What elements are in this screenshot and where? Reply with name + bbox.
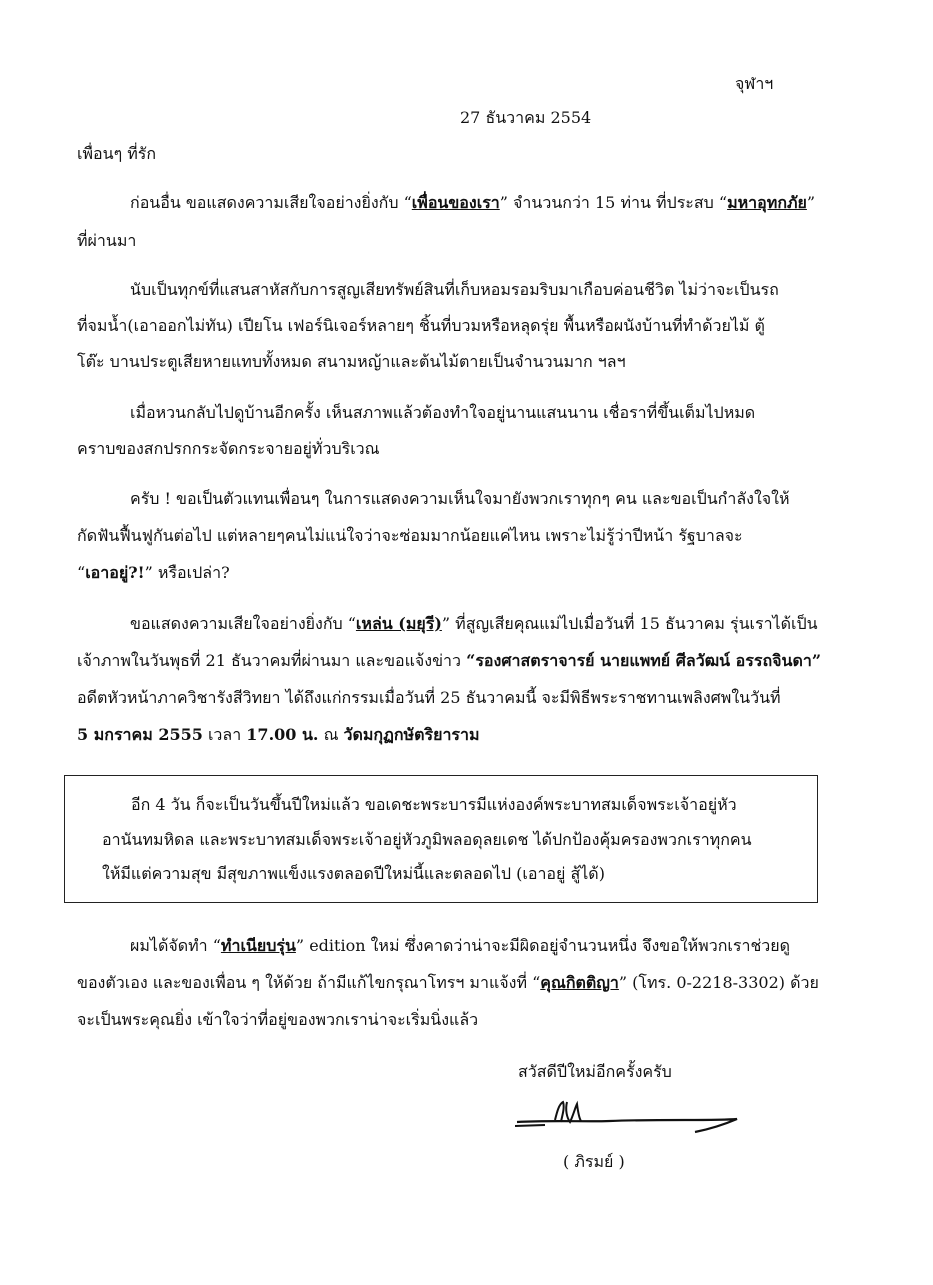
para2-line2: ที่จมน้ำ(เอาออกไม่ทัน) เปียโน เฟอร์นิเจอร์หลายๆ ชิ้นที่บวมหรือหลุดรุ่ย พื้นหรือผนังบ้านที่ทำด้วยไม้ ตู้ xyxy=(77,316,765,335)
directory-emphasis: ทำเนียบรุ่น xyxy=(220,936,296,955)
para6-line2: ของตัวเอง และของเพื่อน ๆ ให้ด้วย ถ้ามีแก้ไขกรุณาโทรฯ มาแจ้งที่ “คุณกิตติญา” (โทร. 0-2218-3302) ด้วย xyxy=(77,973,819,992)
para2-line3: โต๊ะ บานประตูเสียหายแทบทั้งหมด สนามหญ้าและต้นไม้ตายเป็นจำนวนมาก ฯลฯ xyxy=(77,352,626,371)
professor-name: “รองศาสตราจารย์ นายแพทย์ ศีลวัฒน์ อรรถจินดา” xyxy=(466,651,822,670)
para4-line2: กัดฟันฟื้นฟูกันต่อไป แต่หลายๆคนไม่แน่ใจว่าจะซ่อมมากน้อยแค่ไหน เพราะไม่รู้ว่าปีหน้า รัฐบาลจะ xyxy=(77,526,743,545)
salutation: เพื่อนๆ ที่รัก xyxy=(77,144,157,163)
para6-line3: จะเป็นพระคุณยิ่ง เข้าใจว่าที่อยู่ของพวกเราน่าจะเริ่มนิ่งแล้ว xyxy=(77,1010,479,1029)
para1-line1: ก่อนอื่น ขอแสดงความเสียใจอย่างยิ่งกับ “เพื่อนของเรา” จำนวนกว่า 15 ท่าน ที่ประสบ “มหาอุทกภัย” xyxy=(130,193,816,212)
flood-emphasis: มหาอุทกภัย xyxy=(727,193,807,212)
para6-line1: ผมได้จัดทำ “ทำเนียบรุ่น” edition ใหม่ ซึ่งคาดว่าน่าจะมีผิดอยู่จำนวนหนึ่ง จึงขอให้พวกเราช่วยดู xyxy=(130,936,791,955)
signature-mark xyxy=(515,1098,745,1138)
box-line2: อานันทมหิดล และพระบาทสมเด็จพระเจ้าอยู่หัวภูมิพลอดุลยเดช ได้ปกป้องคุ้มครองพวกเราทุกคน xyxy=(102,830,752,849)
mayuree-emphasis: เหล่น (มยุรี) xyxy=(355,614,442,633)
funeral-date: 5 มกราคม 2555 xyxy=(77,725,203,744)
para3-line2: คราบของสกปรกกระจัดกระจายอยู่ทั่วบริเวณ xyxy=(77,439,380,458)
box-line3: ให้มีแต่ความสุข มีสุขภาพแข็งแรงตลอดปีใหม่นี้และตลอดไป (เอาอยู่ สู้ได้) xyxy=(102,864,605,883)
friends-emphasis: เพื่อนของเรา xyxy=(411,193,500,212)
para4-line1: ครับ ! ขอเป็นตัวแทนเพื่อนๆ ในการแสดงความเห็นใจมายังพวกเราทุกๆ คน และขอเป็นกำลังใจให้ xyxy=(130,489,790,508)
para5-line3: อดีตหัวหน้าภาควิชารังสีวิทยา ได้ถึงแก่กรรมเมื่อวันที่ 25 ธันวาคมนี้ จะมีพิธีพระราชทานเพลิงศพในวันที่ xyxy=(77,688,781,707)
para2-line1: นับเป็นทุกข์ที่แสนสาหัสกับการสูญเสียทรัพย์สินที่เก็บหอมรอมริบมาเกือบค่อนชีวิต ไม่ว่าจะเป็นรถ xyxy=(130,280,779,299)
para3-line1: เมื่อหวนกลับไปดูบ้านอีกครั้ง เห็นสภาพแล้วต้องทำใจอยู่นานแสนนาน เชื่อราที่ขึ้นเต็มไปหมด xyxy=(130,403,756,422)
para4-line3: “เอาอยู่?!” หรือเปล่า? xyxy=(77,563,230,582)
signature-name: ( ภิรมย์ ) xyxy=(563,1152,625,1171)
para5-line2: เจ้าภาพในวันพุธที่ 21 ธันวาคมที่ผ่านมา และขอแจ้งข่าว “รองศาสตราจารย์ นายแพทย์ ศีลวัฒน์ อรรถจินดา” xyxy=(77,651,822,670)
closing-line: สวัสดีปีใหม่อีกครั้งครับ xyxy=(518,1062,672,1081)
para5-line1: ขอแสดงความเสียใจอย่างยิ่งกับ “เหล่น (มยุรี)” ที่สูญเสียคุณแม่ไปเมื่อวันที่ 15 ธันวาคม รุ่นเราได้เป็น xyxy=(130,614,818,633)
new-year-box xyxy=(64,775,818,903)
contact-name: คุณกิตติญา xyxy=(540,973,619,992)
box-line1: อีก 4 วัน ก็จะเป็นวันขึ้นปีใหม่แล้ว ขอเดชะพระบารมีแห่งองค์พระบาทสมเด็จพระเจ้าอยู่หัว xyxy=(131,795,737,814)
letter-date: 27 ธันวาคม 2554 xyxy=(460,108,592,127)
org-header: จุฬาฯ xyxy=(735,74,774,93)
para5-line4: 5 มกราคม 2555 เวลา 17.00 น. ณ วัดมกุฏกษัตริยาราม xyxy=(77,725,480,744)
funeral-temple: วัดมกุฏกษัตริยาราม xyxy=(343,725,480,744)
ao-yoo-emphasis: เอาอยู่?! xyxy=(85,563,145,582)
funeral-time: 17.00 น. xyxy=(246,725,319,744)
para1-line2: ที่ผ่านมา xyxy=(77,231,137,250)
